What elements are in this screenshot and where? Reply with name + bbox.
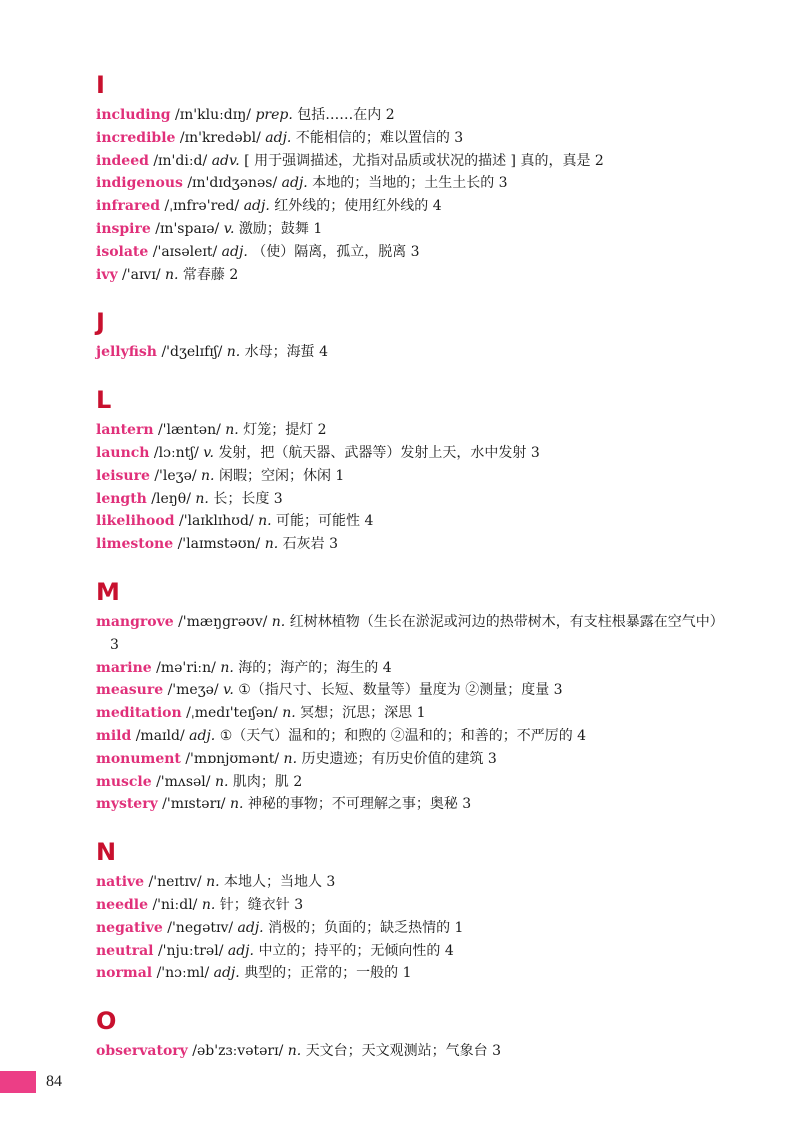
glossary-content [96,70,736,1084]
entry-meaning: 红树林植物（生长在淤泥或河边的热带树木，有支柱根暴露在空气中） 3 [110,613,724,653]
glossary-entry [96,894,736,917]
entry-headword: inspire [96,220,151,237]
entry-phonetic: /ɪn'spaɪə/ [155,220,220,237]
entry-part-of-speech: n. [283,750,298,767]
entry-headword: jellyfish [96,344,157,361]
glossary-entry [96,127,736,150]
entry-part-of-speech: adj. [265,129,292,146]
entry-meaning: 石灰岩 3 [282,536,338,553]
entry-meaning: 灯笼；提灯 2 [243,422,327,439]
entry-part-of-speech: n. [229,796,244,813]
glossary-entry [96,195,736,218]
entry-phonetic: /ɪn'dɪdʒənəs/ [187,175,278,192]
entry-phonetic: /əb'zɜːvətərɪ/ [192,1043,284,1060]
glossary-entry [96,679,736,702]
entry-meaning: ①（指尺寸、长短、数量等）量度为 ②测量；度量 3 [238,682,563,699]
entry-part-of-speech: n. [226,344,241,361]
entry-meaning: 长；长度 3 [213,490,283,507]
glossary-entry [96,172,736,195]
section-letter-heading: O [96,1007,117,1036]
entry-headword: native [96,874,145,891]
glossary-entry [96,218,736,241]
entry-meaning: 消极的；负面的；缺乏热情的 1 [268,919,464,936]
entry-part-of-speech: n. [220,659,234,676]
glossary-entry [96,341,736,364]
entry-meaning: 不能相信的；难以置信的 3 [295,129,464,146]
section-letter-heading: J [96,308,105,337]
entry-headword: mystery [96,796,158,813]
entry-meaning: 常春藤 2 [182,266,239,283]
entry-phonetic: /ɪn'diːd/ [153,152,208,169]
entry-meaning: 肌肉；肌 2 [232,773,303,790]
entry-phonetic: /'mɒnjʊmənt/ [185,750,280,767]
entry-meaning: 闲暇；空闲；休闲 1 [218,467,345,484]
entry-part-of-speech: prep. [255,107,293,123]
glossary-entry [96,104,736,127]
entry-part-of-speech: v. [223,220,235,237]
entry-part-of-speech: adj. [221,243,248,260]
entry-phonetic: /'aɪsəleɪt/ [152,243,218,260]
section-letter-heading: L [96,386,112,415]
entry-meaning: （使）隔离，孤立，脱离 3 [252,243,420,260]
entry-phonetic: /'mʌsəl/ [156,773,211,790]
entry-phonetic: /leŋθ/ [151,490,191,507]
entry-meaning: 天文台；天文观测站；气象台 3 [305,1043,502,1060]
entry-part-of-speech: v. [203,444,214,461]
entry-headword: isolate [96,243,149,260]
letter-section-n [96,837,736,985]
letter-section-j [96,307,736,364]
entry-headword: lantern [96,422,154,439]
glossary-entry [96,871,736,894]
entry-phonetic: /maɪld/ [135,727,185,744]
entry-part-of-speech: n. [201,467,215,484]
entry-meaning: 包括……在内 2 [297,107,395,123]
entry-phonetic: /'neɪtɪv/ [148,874,202,891]
entry-headword: likelihood [96,513,175,530]
glossary-entry [96,533,736,556]
entry-phonetic: /'niːdl/ [152,896,198,913]
entry-part-of-speech: adj. [237,919,264,936]
entry-part-of-speech: adj. [213,965,240,982]
entry-part-of-speech: adj. [281,175,308,192]
entry-headword: indigenous [96,175,183,192]
entry-part-of-speech: n. [195,490,209,507]
entry-phonetic: /ɪn'kluːdɪŋ/ [175,107,251,123]
entry-phonetic: /lɔːntʃ/ [153,444,199,461]
entry-part-of-speech: n. [214,773,229,790]
entry-meaning: 历史遗迹；有历史价值的建筑 3 [301,750,497,767]
entry-headword: normal [96,965,153,982]
entry-headword: incredible [96,129,176,146]
entry-phonetic: /mə'riːn/ [156,659,216,676]
entry-headword: ivy [96,266,118,283]
entry-meaning: 冥想；沉思；深思 1 [300,705,426,722]
entry-part-of-speech: adv. [211,152,240,169]
entry-phonetic: /'njuːtrəl/ [157,942,224,959]
entry-part-of-speech: n. [271,613,286,630]
entry-part-of-speech: adj. [227,942,254,959]
glossary-entry [96,150,736,173]
entry-phonetic: /'laɪmstəʊn/ [177,536,261,553]
entry-part-of-speech: adj. [189,727,216,744]
entry-headword: muscle [96,773,152,790]
entry-headword: measure [96,682,164,699]
section-letter-heading: N [96,838,117,867]
entry-phonetic: /'meʒə/ [167,682,219,699]
entry-headword: observatory [96,1043,188,1060]
entry-meaning: 可能；可能性 4 [276,513,374,530]
entry-headword: monument [96,750,181,767]
entry-meaning: 激励；鼓舞 1 [238,220,323,237]
section-letter-heading: I [96,71,105,99]
entry-meaning: ①（天气）温和的；和煦的 ②温和的；和善的；不严厉的 4 [219,727,587,744]
entry-meaning: 红外线的；使用红外线的 4 [274,198,442,215]
entry-part-of-speech: adj. [243,198,270,215]
entry-phonetic: /'mæŋgrəʊv/ [178,613,268,630]
entry-part-of-speech: n. [287,1043,302,1060]
entry-part-of-speech: n. [165,266,179,283]
glossary-entry [96,488,736,511]
entry-meaning: 中立的；持平的；无倾向性的 4 [258,942,454,959]
entry-phonetic: /ˌmedɪ'teɪʃən/ [186,705,278,722]
entry-headword: limestone [96,536,174,553]
letter-section-o [96,1006,736,1063]
letter-section-m [96,577,736,816]
letter-section-l [96,385,736,556]
glossary-entry [96,419,736,442]
letter-section-i [96,70,736,286]
entry-phonetic: /'nɔːml/ [156,965,210,982]
glossary-entry [96,702,736,725]
entry-headword: launch [96,444,150,461]
entry-phonetic: /'mɪstərɪ/ [162,796,226,813]
entry-headword: length [96,490,147,507]
glossary-entry [96,748,736,771]
section-letter-heading: M [96,577,120,606]
entry-meaning: 典型的；正常的；一般的 1 [244,965,412,982]
glossary-entry [96,725,736,748]
entry-phonetic: /'aɪvɪ/ [122,266,161,283]
entry-phonetic: /ˌɪnfrə'red/ [164,198,240,215]
entry-phonetic: /'læntən/ [157,422,221,439]
entry-headword: marine [96,659,152,676]
glossary-entry [96,442,736,465]
entry-phonetic: /'negətɪv/ [167,919,234,936]
glossary-entry [96,264,736,287]
entry-part-of-speech: n. [201,896,216,913]
entry-meaning: [ 用于强调描述，尤指对品质或状况的描述 ] 真的，真是 2 [244,152,604,169]
page-number: 84 [46,1073,62,1090]
entry-headword: indeed [96,152,149,169]
entry-headword: including [96,107,171,123]
entry-phonetic: /'dʒelɪfɪʃ/ [161,344,223,361]
entry-meaning: 海的；海产的；海生的 4 [238,659,392,676]
entry-meaning: 发射，把（航天器、武器等）发射上天，水中发射 3 [218,444,540,461]
entry-phonetic: /ɪn'kredəbl/ [179,129,261,146]
entry-phonetic: /'leʒə/ [154,467,197,484]
entry-headword: infrared [96,198,161,215]
page-tab-marker [0,1071,36,1093]
entry-meaning: 本地人；当地人 3 [223,874,336,891]
glossary-entry [96,940,736,963]
glossary-entry [96,657,736,680]
glossary-entry [96,465,736,488]
entry-part-of-speech: n. [264,536,279,553]
glossary-entry [96,793,736,816]
entry-headword: mild [96,727,132,744]
entry-meaning: 针；缝衣针 3 [219,896,304,913]
entry-phonetic: /'laɪklɪhʊd/ [178,513,254,530]
entry-headword: leisure [96,467,150,484]
glossary-entry [96,962,736,985]
entry-headword: negative [96,919,163,936]
entry-meaning: 水母；海蜇 4 [244,344,329,361]
entry-headword: neutral [96,942,154,959]
entry-headword: mangrove [96,613,174,630]
glossary-entry [96,771,736,794]
entry-meaning: 本地的；当地的；土生土长的 3 [312,175,508,192]
glossary-entry [96,611,736,657]
entry-part-of-speech: v. [223,682,234,699]
entry-part-of-speech: n. [258,513,272,530]
entry-part-of-speech: n. [225,422,239,439]
entry-headword: needle [96,896,149,913]
entry-part-of-speech: n. [206,874,220,891]
glossary-entry [96,917,736,940]
glossary-entry [96,510,736,533]
glossary-entry [96,1040,736,1063]
entry-meaning: 神秘的事物；不可理解之事；奥秘 3 [247,796,472,813]
entry-headword: meditation [96,705,182,722]
entry-part-of-speech: n. [282,705,296,722]
glossary-entry [96,241,736,264]
